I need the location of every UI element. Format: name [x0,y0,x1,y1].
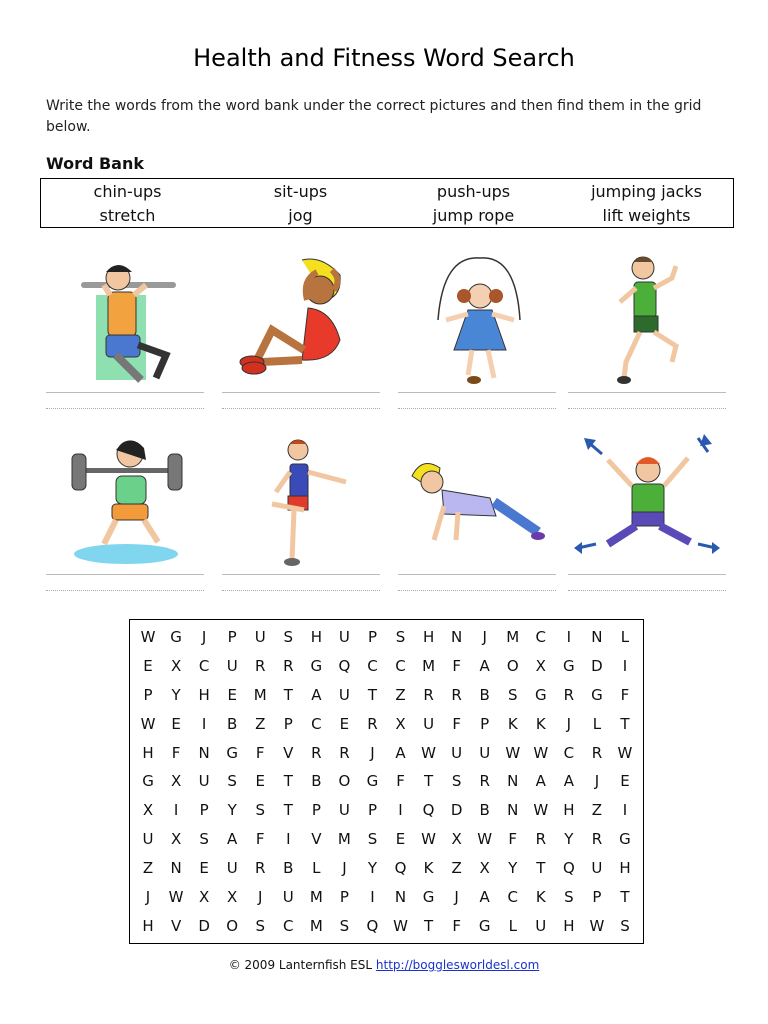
grid-letter[interactable]: D [591,657,603,676]
grid-letter[interactable]: S [199,830,209,849]
word-bank-heading: Word Bank [46,154,145,173]
instructions: Write the words from the word bank under the correct pictures and then find them in the grid below. [46,98,702,135]
grid-letter[interactable]: C [367,657,378,676]
grid-letter[interactable]: D [450,801,463,820]
grid-letter[interactable]: E [171,714,181,733]
picture-cell [398,250,558,400]
grid-letter[interactable]: V [283,743,294,762]
answer-line[interactable] [222,392,380,393]
word-bank-item: jump rope [432,205,515,225]
grid-letter[interactable]: L [508,916,517,935]
grid-letter[interactable]: A [311,686,322,705]
grid-letter[interactable]: K [423,858,434,877]
grid-letter[interactable]: F [508,830,518,849]
grid-letter[interactable]: T [423,772,434,791]
grid-letter[interactable]: X [142,801,154,820]
grid-letter[interactable]: T [620,714,630,733]
grid-letter[interactable]: A [479,657,490,676]
chin-ups-illustration [46,250,206,390]
picture-cell [222,432,382,582]
word-bank-item: lift weights [602,205,691,225]
answer-guide-line [46,590,204,591]
grid-letter[interactable]: X [170,657,182,676]
grid-letter[interactable]: G [310,657,323,676]
grid-letter[interactable]: S [367,830,378,849]
grid-letter[interactable]: F [171,743,181,762]
grid-letter[interactable]: U [451,743,463,762]
grid-letter[interactable]: U [282,887,294,906]
grid-letter[interactable]: M [506,628,520,647]
grid-letter[interactable]: S [620,916,630,935]
grid-letter[interactable]: P [480,714,490,733]
grid-letter[interactable]: M [337,830,351,849]
grid-letter[interactable]: X [170,772,182,791]
word-bank-item: push-ups [436,181,511,201]
grid-letter[interactable]: S [227,772,237,791]
grid-letter[interactable]: I [398,801,403,820]
grid-letter[interactable]: G [366,772,379,791]
grid-letter[interactable]: F [396,772,405,791]
grid-letter[interactable]: W [421,743,436,762]
stretch-illustration [222,432,382,572]
grid-letter[interactable]: U [591,858,603,877]
grid-letter[interactable]: N [591,628,603,647]
grid-letter[interactable]: W [533,801,549,820]
grid-letter[interactable]: M [422,657,436,676]
grid-letter[interactable]: G [478,916,491,935]
grid-letter[interactable]: U [198,772,210,791]
grid-letter[interactable]: E [255,772,265,791]
grid-letter[interactable]: H [142,743,154,762]
grid-letter[interactable]: H [142,916,154,935]
grid-letter[interactable]: S [451,772,462,791]
grid-letter[interactable]: W [477,830,493,849]
grid-letter[interactable]: J [145,887,151,906]
grid-letter[interactable]: Q [422,801,435,820]
grid-letter[interactable]: P [367,628,377,647]
grid-letter[interactable]: J [594,772,600,791]
grid-letter[interactable]: I [622,657,628,676]
grid-letter[interactable]: T [283,801,293,820]
grid-letter[interactable]: G [534,686,547,705]
picture-cell [568,432,728,582]
answer-line[interactable] [568,392,726,393]
jumping-jacks-illustration [568,432,728,572]
grid-letter[interactable]: O [338,772,351,791]
grid-letter[interactable]: V [311,830,322,849]
grid-letter[interactable]: T [283,686,293,705]
grid-letter[interactable]: E [143,657,153,676]
grid-letter[interactable]: E [395,830,406,849]
answer-guide-line [398,590,556,591]
page-title: Health and Fitness Word Search [193,44,575,72]
grid-letter[interactable]: S [395,628,406,647]
grid-letter[interactable]: B [227,714,238,733]
grid-letter[interactable]: Q [366,916,379,935]
grid-letter[interactable]: P [227,628,237,647]
answer-line[interactable] [46,392,204,393]
grid-letter[interactable]: F [452,916,461,935]
picture-cell [46,432,206,582]
grid-letter[interactable]: J [482,628,487,647]
grid-letter[interactable]: X [479,858,490,877]
grid-letter[interactable]: G [226,743,238,762]
copyright-text: © 2009 Lanternfish ESL [228,958,373,972]
grid-letter[interactable]: D [198,916,210,935]
grid-letter[interactable]: J [258,887,263,906]
grid-letter[interactable]: Z [591,801,603,820]
grid-letter[interactable]: O [226,916,239,935]
grid-letter[interactable]: W [140,714,156,733]
grid-letter[interactable]: S [339,916,350,935]
grid-letter[interactable]: Q [562,858,575,877]
lift-weights-illustration [46,432,206,572]
grid-letter[interactable]: U [142,830,154,849]
grid-letter[interactable]: T [423,916,434,935]
grid-letter[interactable]: R [367,714,378,733]
grid-letter[interactable]: N [507,801,519,820]
grid-letter[interactable]: W [168,887,184,906]
grid-letter[interactable]: W [393,916,408,935]
grid-letter[interactable]: A [395,743,406,762]
grid-letter[interactable]: W [589,916,605,935]
grid-letter[interactable]: I [622,801,628,820]
grid-letter[interactable]: Z [395,686,406,705]
word-bank-item: sit-ups [273,181,328,201]
grid-letter[interactable]: A [563,772,574,791]
answer-line[interactable] [398,574,556,575]
grid-letter[interactable]: X [395,714,406,733]
grid-letter[interactable]: K [535,887,546,906]
grid-letter[interactable]: P [339,887,349,906]
grid-letter[interactable]: X [170,830,182,849]
grid-letter[interactable]: W [140,628,156,647]
grid-letter[interactable]: H [563,801,575,820]
grid-letter[interactable]: V [170,916,182,935]
grid-letter[interactable]: K [535,714,546,733]
grid-letter[interactable]: F [255,743,265,762]
grid-letter[interactable]: U [226,858,238,877]
grid-letter[interactable]: U [479,743,491,762]
grid-letter[interactable]: U [535,916,547,935]
grid-letter[interactable]: G [563,657,575,676]
word-bank-item: jog [288,205,313,225]
grid-letter[interactable]: B [479,801,490,820]
grid-letter[interactable]: N [170,858,182,877]
grid-letter[interactable]: G [591,686,603,705]
grid-letter[interactable]: I [173,801,179,820]
grid-letter[interactable]: R [255,657,266,676]
grid-letter[interactable]: Z [142,858,154,877]
grid-letter[interactable]: T [536,858,546,877]
grid-letter[interactable]: M [253,686,267,705]
grid-letter[interactable]: G [619,830,631,849]
push-ups-illustration [398,432,558,572]
grid-letter[interactable]: X [198,887,210,906]
grid-letter[interactable]: H [422,628,435,647]
grid-letter[interactable]: J [370,743,375,762]
grid-letter[interactable]: R [451,686,462,705]
answer-guide-line [568,590,726,591]
grid-letter[interactable]: W [421,830,436,849]
word-bank [40,178,734,228]
footer [0,958,768,972]
answer-line[interactable] [222,574,380,575]
grid-letter[interactable]: Y [171,686,181,705]
word-bank-item: jumping jacks [591,181,702,201]
grid-letter[interactable]: W [617,743,633,762]
grid-letter[interactable]: Y [564,830,574,849]
grid-letter[interactable]: H [198,686,210,705]
grid-letter[interactable]: L [592,714,602,733]
grid-letter[interactable]: O [506,657,519,676]
grid-letter[interactable]: S [255,916,265,935]
grid-letter[interactable]: R [255,858,266,877]
grid-letter[interactable]: E [620,772,630,791]
grid-letter[interactable]: R [591,743,603,762]
grid-letter[interactable]: C [507,887,518,906]
grid-letter[interactable]: W [533,743,549,762]
grid-letter[interactable]: S [283,628,294,647]
word-bank-item: chin-ups [93,181,162,201]
grid-letter[interactable]: J [201,628,207,647]
picture-cell [568,250,728,400]
grid-letter[interactable]: R [591,830,603,849]
jog-illustration [568,250,728,390]
answer-guide-line [222,408,380,409]
word-search-grid[interactable] [129,619,644,944]
grid-letter[interactable]: P [283,714,293,733]
grid-letter[interactable]: I [201,714,207,733]
grid-letter[interactable]: K [507,714,518,733]
grid-letter[interactable]: C [198,657,210,676]
grid-letter[interactable]: P [367,801,377,820]
grid-letter[interactable]: C [283,916,294,935]
word-bank-item: stretch [99,205,156,225]
grid-letter[interactable]: F [452,657,461,676]
grid-letter[interactable]: P [143,686,153,705]
grid-letter[interactable]: Z [451,858,462,877]
grid-letter[interactable]: G [142,772,154,791]
grid-letter[interactable]: P [199,801,209,820]
grid-letter[interactable]: S [507,686,518,705]
grid-letter[interactable]: J [342,858,347,877]
grid-letter[interactable]: Z [255,714,266,733]
grid-letter[interactable]: U [254,628,266,647]
picture-cell [398,432,558,582]
grid-letter[interactable]: T [283,772,293,791]
grid-letter[interactable]: R [423,686,434,705]
grid-letter[interactable]: C [535,628,547,647]
answer-line[interactable] [568,574,726,575]
answer-guide-line [568,408,726,409]
grid-letter[interactable]: B [311,772,322,791]
grid-letter[interactable]: H [619,858,631,877]
picture-cell [46,250,206,400]
picture-cell [222,250,382,400]
grid-letter[interactable]: I [286,830,291,849]
grid-letter[interactable]: Q [338,657,351,676]
grid-letter[interactable]: N [198,743,210,762]
grid-letter[interactable]: L [620,628,630,647]
grid-letter[interactable]: G [422,887,435,906]
grid-letter[interactable]: T [620,887,630,906]
answer-guide-line [398,408,556,409]
grid-letter[interactable]: P [592,887,602,906]
jump-rope-illustration [398,250,558,390]
grid-letter[interactable]: Y [508,858,518,877]
grid-letter[interactable]: J [566,714,572,733]
website-link[interactable]: http://bogglesworldesl.com [375,958,540,972]
grid-letter[interactable]: A [227,830,238,849]
grid-letter[interactable]: H [310,628,322,647]
grid-letter[interactable]: B [283,858,294,877]
sit-ups-illustration [222,250,382,390]
grid-letter[interactable]: R [479,772,490,791]
grid-letter[interactable]: E [339,714,350,733]
grid-letter[interactable]: R [535,830,547,849]
answer-line[interactable] [398,392,556,393]
grid-letter[interactable]: C [311,714,322,733]
grid-letter[interactable]: U [423,714,435,733]
grid-letter[interactable]: R [311,743,322,762]
grid-letter[interactable]: U [338,801,350,820]
grid-letter[interactable]: Q [394,858,407,877]
grid-letter[interactable]: N [451,628,463,647]
grid-letter[interactable]: U [338,628,350,647]
grid-letter[interactable]: R [283,657,294,676]
grid-letter[interactable]: S [564,887,574,906]
answer-line[interactable] [46,574,204,575]
grid-letter[interactable]: I [566,628,572,647]
grid-letter[interactable]: A [479,887,490,906]
grid-letter[interactable]: Y [367,858,378,877]
grid-letter[interactable]: N [507,772,519,791]
grid-letter[interactable]: I [370,887,375,906]
grid-letter[interactable]: N [394,887,407,906]
grid-letter[interactable]: R [339,743,350,762]
grid-letter[interactable]: L [312,858,321,877]
grid-letter[interactable]: C [563,743,575,762]
grid-letter[interactable]: F [620,686,630,705]
grid-letter[interactable]: G [170,628,182,647]
grid-letter[interactable]: W [505,743,521,762]
grid-letter[interactable]: X [227,887,238,906]
grid-letter[interactable]: P [311,801,321,820]
grid-letter[interactable]: S [255,801,265,820]
answer-guide-line [46,408,204,409]
grid-letter[interactable]: H [563,916,575,935]
grid-letter[interactable]: B [479,686,490,705]
grid-letter[interactable]: C [395,657,406,676]
grid-letter[interactable]: M [309,887,323,906]
grid-letter[interactable]: R [563,686,575,705]
grid-letter[interactable]: T [367,686,378,705]
grid-letter[interactable]: M [309,916,323,935]
grid-letter[interactable]: X [451,830,462,849]
grid-letter[interactable]: A [535,772,546,791]
grid-letter[interactable]: X [535,657,546,676]
grid-letter[interactable]: E [199,858,209,877]
grid-letter[interactable]: F [452,714,461,733]
grid-letter[interactable]: U [226,657,238,676]
grid-letter[interactable]: F [255,830,265,849]
grid-letter[interactable]: Y [227,801,237,820]
grid-letter[interactable]: U [338,686,350,705]
answer-guide-line [222,590,380,591]
grid-letter[interactable]: J [454,887,459,906]
grid-letter[interactable]: E [227,686,237,705]
